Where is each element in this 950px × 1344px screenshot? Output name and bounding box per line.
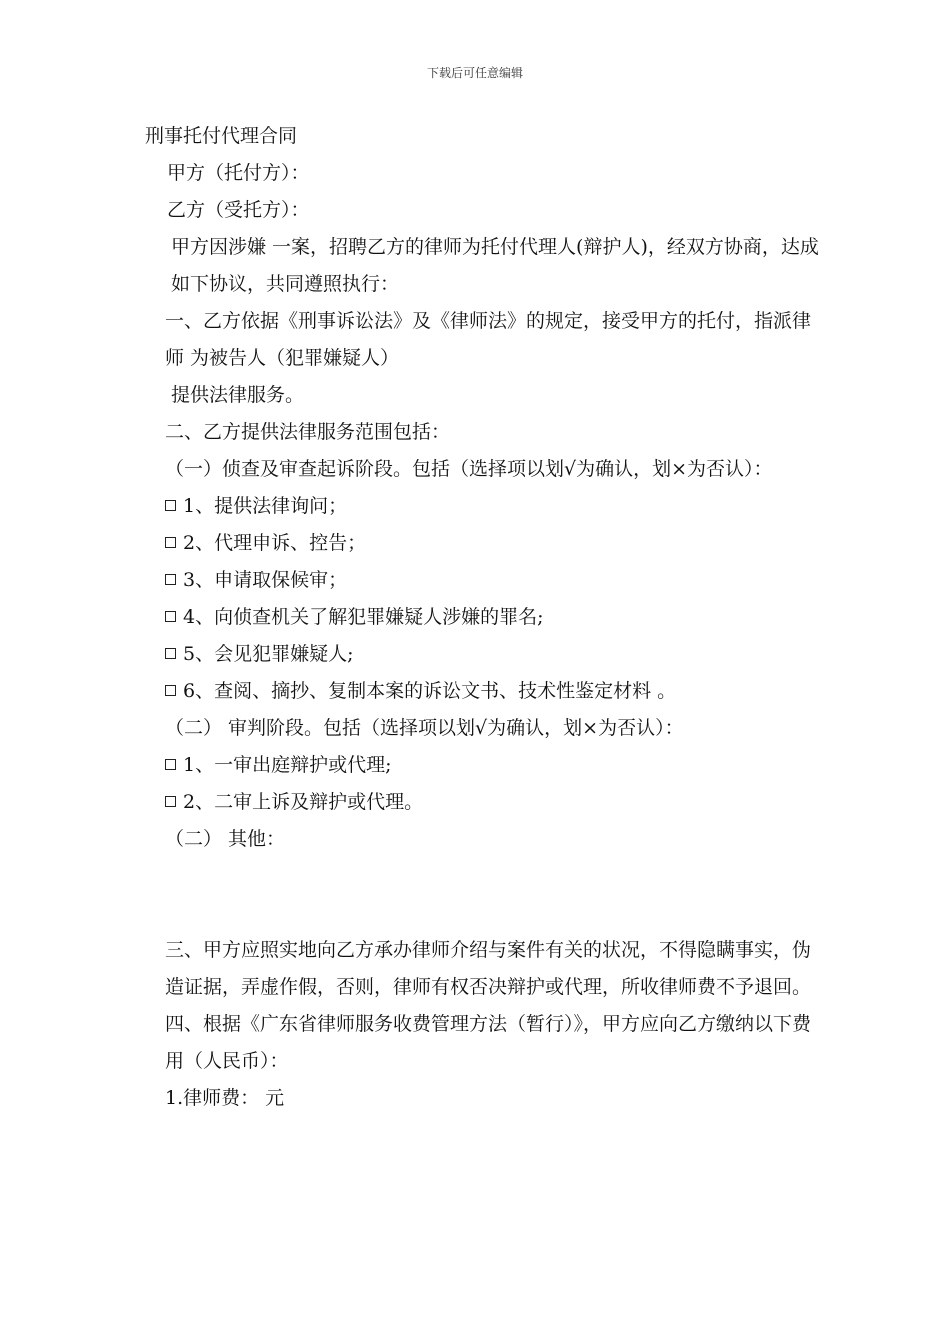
checkbox-item-label: 1、提供法律询问； [183,495,348,517]
checkbox-icon[interactable] [165,648,176,659]
checkbox-item[interactable] [145,562,825,599]
checkbox-icon[interactable] [165,611,176,622]
stage-3-heading: （二） 其他： [165,828,286,850]
blank-space [145,858,825,932]
contract-body [145,118,825,1117]
checkbox-item[interactable] [145,673,825,710]
checkbox-item[interactable] [145,525,825,562]
checkbox-item-label: 6、查阅、摘抄、复制本案的诉讼文书、技术性鉴定材料 。 [183,680,677,702]
checkbox-item-label: 4、向侦查机关了解犯罪嫌疑人涉嫌的罪名; [183,606,544,628]
checkbox-icon[interactable] [165,685,176,696]
checkbox-item[interactable] [145,599,825,636]
document-title: 刑事托付代理合同 [145,125,298,147]
checkbox-item-label: 2、二审上诉及辩护或代理。 [183,791,424,813]
clause-1-continuation: 提供法律服务。 [171,384,305,406]
clause-2: 二、乙方提供法律服务范围包括： [165,421,451,443]
checkbox-item[interactable] [145,784,825,821]
fee-item: 1.律师费： 元 [165,1087,285,1109]
checkbox-icon[interactable] [165,537,176,548]
checkbox-item[interactable] [145,747,825,784]
clause-4: 四、根据《广东省律师服务收费管理方法（暂行）》，甲方应向乙方缴纳以下费用（人民币）： [165,1013,812,1072]
checkbox-item-label: 5、会见犯罪嫌疑人; [183,643,354,665]
page-header-note: 下载后可任意编辑 [426,66,523,80]
intro-paragraph: 甲方因涉嫌 一案，招聘乙方的律师为托付代理人(辩护人)，经双方协商，达成如下协议，共同遵照执行： [171,236,819,295]
party-a-line: 甲方（托付方）： [167,162,310,184]
checkbox-item[interactable] [145,636,825,673]
checkbox-item-label: 2、代理申诉、控告； [183,532,367,554]
checkbox-icon[interactable] [165,574,176,585]
clause-3: 三、甲方应照实地向乙方承办律师介绍与案件有关的状况，不得隐瞒事实，伪造证据，弄虚作假，否则，律师有权否决辩护或代理，所收律师费不予退回。 [165,939,812,998]
party-b-line: 乙方（受托方）： [167,199,310,221]
clause-1: 一、乙方依据《刑事诉讼法》及《律师法》的规定，接受甲方的托付，指派律师 为被告人（犯罪嫌疑人） [165,310,812,369]
checkbox-icon[interactable] [165,796,176,807]
checkbox-item-label: 1、一审出庭辩护或代理; [183,754,392,776]
stage-1-heading: （一）侦查及审查起诉阶段。包括（选择项以划√为确认，划×为否认）： [165,458,773,480]
checkbox-item-label: 3、申请取保候审； [183,569,348,591]
checkbox-item[interactable] [145,488,825,525]
checkbox-icon[interactable] [165,500,176,511]
checkbox-icon[interactable] [165,759,176,770]
stage-2-heading: （二） 审判阶段。包括（选择项以划√为确认，划×为否认）： [165,717,684,739]
